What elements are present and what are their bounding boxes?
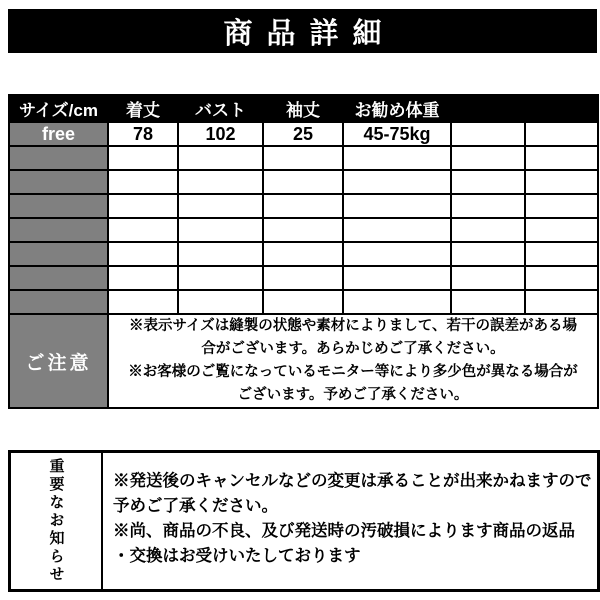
col-header-weight: お勧め体重 [343,95,451,122]
important-notice-label: 重要なお知らせ [47,458,65,584]
size-label-cell: free [9,122,108,146]
notice-line: ・交換はお受けいたしております [113,547,361,565]
size-table-header-row [9,95,598,122]
col-header-bust: バスト [178,95,263,122]
empty-cell [525,122,598,146]
table-row-empty [9,170,598,194]
length-value-cell: 78 [108,122,178,146]
empty-cell [451,122,525,146]
caution-row [9,314,598,408]
caution-label: ご注意 [9,314,108,408]
important-notice-text [103,453,597,589]
col-header-empty [451,95,525,122]
table-row-empty [9,194,598,218]
table-row-empty [9,146,598,170]
caution-line: ※表示サイズは縫製の状態や素材によりまして、若干の誤差がある場 [128,318,578,334]
page-title: 商品詳細 [223,17,396,50]
caution-text [108,314,598,408]
notice-line: ※発送後のキャンセルなどの変更は承ることが出来かねますので [113,472,592,490]
table-row-free [9,122,598,146]
table-row-empty [9,290,598,314]
size-table [8,94,599,409]
table-row-empty [9,266,598,290]
caution-line: 合がございます。あらかじめご了承ください。 [201,341,505,357]
bust-value-cell: 102 [178,122,263,146]
col-header-length: 着丈 [108,95,178,122]
caution-line: ※お客様のご覧になっているモニター等により多少色が異なる場合が [128,364,578,380]
notice-line: 予めご了承ください。 [113,497,278,515]
col-header-size: サイズ/cm [9,95,108,122]
important-notice-box [8,450,600,592]
sleeve-value-cell: 25 [263,122,343,146]
caution-line: ございます。予めご了承ください。 [237,387,469,403]
table-row-empty [9,242,598,266]
product-detail-banner [8,9,597,53]
col-header-sleeve: 袖丈 [263,95,343,122]
table-row-empty [9,218,598,242]
col-header-empty [525,95,598,122]
important-notice-label-cell [11,453,103,589]
weight-value-cell: 45-75kg [343,122,451,146]
notice-line: ※尚、商品の不良、及び発送時の汚破損によります商品の返品 [113,522,575,540]
